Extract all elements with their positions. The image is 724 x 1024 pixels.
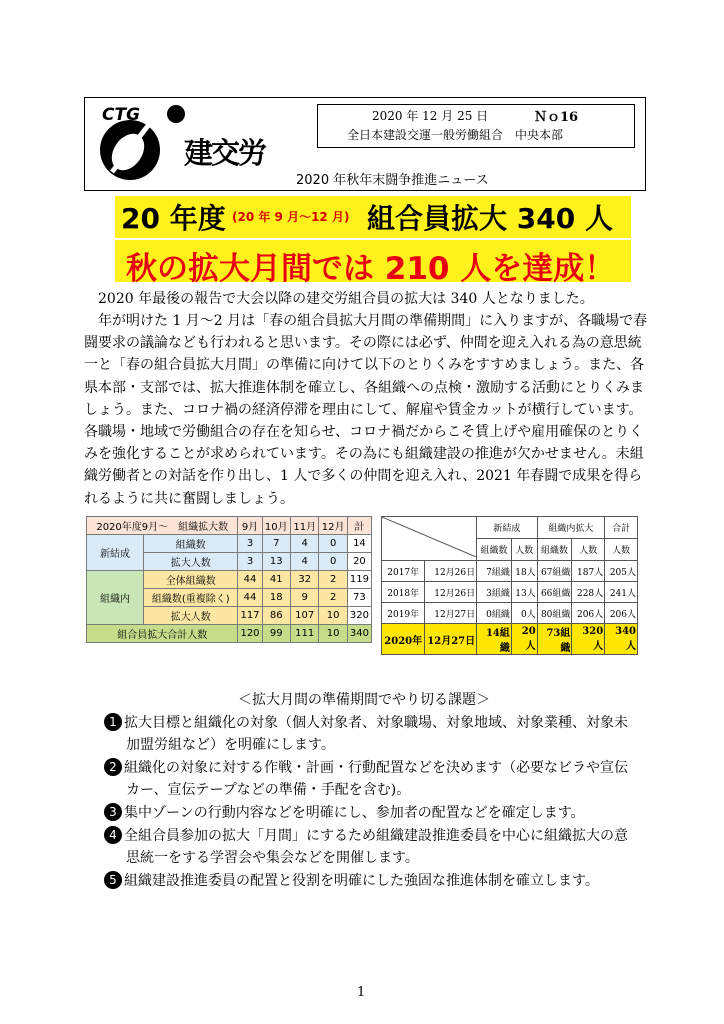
headline-period: (20 年 9 月～12 月) — [232, 210, 350, 224]
cell: 66組織 — [537, 582, 572, 603]
cell: 7 — [262, 535, 290, 553]
cell: 99 — [262, 625, 290, 643]
task-text: 全組合員参加の拡大「月間」にするため組織建設推進委員を中心に組織拡大の意 — [124, 828, 628, 844]
body-paragraph-1: 2020 年最後の報告で大会以降の建交労組合員の拡大は 340 人となりました。 — [98, 291, 594, 307]
expansion-table — [86, 516, 372, 643]
group-header: 組織内拡大 — [537, 517, 604, 539]
table-row — [87, 535, 372, 553]
tasks-heading: ＜拡大月間の準備期間でやり切る課題＞ — [238, 692, 490, 708]
table1-header-label: 2020年度9月～ 組織拡大数 — [87, 517, 238, 535]
cell: 67組織 — [537, 561, 572, 582]
table1-header-nov: 11月 — [290, 517, 318, 535]
row-label: 組織数(重複除く) — [144, 589, 238, 607]
cell: 12月27日 — [425, 603, 477, 624]
sub-header: 組織数 — [477, 539, 512, 561]
cell: 206人 — [605, 603, 638, 624]
cell: 2017年 — [382, 561, 425, 582]
cell: 80組織 — [537, 603, 572, 624]
diagonal-line — [382, 517, 476, 557]
number-circle-icon: 3 — [104, 803, 122, 821]
cell: 10 — [319, 625, 347, 643]
table1-header-oct: 10月 — [262, 517, 290, 535]
sub-header: 人数 — [511, 539, 537, 561]
headline-total: 組合員拡大 340 人 — [367, 202, 613, 235]
list-item — [104, 870, 599, 892]
cell: 119 — [347, 571, 371, 589]
cell: 187人 — [572, 561, 605, 582]
cell: 20 — [347, 553, 371, 571]
table-row — [382, 603, 638, 624]
headline-achievement: 秋の拡大月間では 210 人を達成！ — [126, 251, 616, 287]
group-header: 新結成 — [477, 517, 538, 539]
number-circle-icon: 1 — [104, 713, 122, 731]
cell: 14 — [347, 535, 371, 553]
cell: 73 — [347, 589, 371, 607]
number-circle-icon: 4 — [104, 826, 122, 844]
cell: 20人 — [511, 624, 537, 655]
cell: 10 — [319, 607, 347, 625]
cell: 12月27日 — [425, 624, 477, 655]
task-text: 拡大目標と組織化の対象（個人対象者、対象職場、対象地域、対象業種、対象未 — [124, 715, 628, 731]
cell: 32 — [290, 571, 318, 589]
table-row-highlight — [382, 624, 638, 655]
cell: 117 — [238, 607, 262, 625]
table1-header-sep: 9月 — [238, 517, 262, 535]
cell: 320 — [347, 607, 371, 625]
cell: 228人 — [572, 582, 605, 603]
task-text: 集中ゾーンの行動内容などを明確にし、参加者の配置などを確定します。 — [124, 805, 585, 821]
cell: 12月26日 — [425, 582, 477, 603]
cell: 2019年 — [382, 603, 425, 624]
task-text-continued: カー、宣伝テープなどの準備・手配を含む)。 — [126, 782, 411, 799]
table1-header-total: 計 — [347, 517, 371, 535]
list-item — [104, 802, 585, 824]
organization-name: 全日本建設交運一般労働組合 中央本部 — [347, 128, 564, 142]
logo-letters: CTG — [102, 105, 141, 125]
cell: 0 — [319, 535, 347, 553]
row-label: 拡大人数 — [144, 607, 238, 625]
sub-header: 人数 — [572, 539, 605, 561]
cell: 3 — [238, 553, 262, 571]
headline-year: 20 年度 — [121, 202, 226, 235]
page-number: 1 — [357, 985, 366, 1000]
cell: 111 — [290, 625, 318, 643]
cell: 13 — [262, 553, 290, 571]
cell: 206人 — [572, 603, 605, 624]
cell: 4 — [290, 535, 318, 553]
sub-header: 組織数 — [537, 539, 572, 561]
issue-number: Ｎｏ16 — [534, 110, 579, 125]
cell: 340人 — [605, 624, 638, 655]
row-label: 拡大人数 — [144, 553, 238, 571]
cell: 3 — [238, 535, 262, 553]
cell: 44 — [238, 589, 262, 607]
task-text-continued: 加盟労組など）を明確にします。 — [126, 737, 335, 754]
cell: 44 — [238, 571, 262, 589]
cell: 2 — [319, 571, 347, 589]
cell: 3組織 — [477, 582, 512, 603]
row-label: 組合員拡大合計人数 — [87, 625, 238, 643]
yearly-comparison-table — [381, 516, 638, 655]
sub-header: 人数 — [605, 539, 638, 561]
list-item — [104, 757, 628, 801]
task-text: 組織建設推進委員の配置と役割を明確にした強固な推進体制を確立します。 — [124, 873, 599, 889]
cell: 86 — [262, 607, 290, 625]
row-label: 全体組織数 — [144, 571, 238, 589]
cell: 7組織 — [477, 561, 512, 582]
org-short-name: 建交労 — [184, 136, 266, 170]
table-total-row — [87, 625, 372, 643]
cell: 41 — [262, 571, 290, 589]
cell: 107 — [290, 607, 318, 625]
cell: 120 — [238, 625, 262, 643]
corner-diagonal-cell — [382, 517, 477, 561]
table-row — [382, 582, 638, 603]
number-circle-icon: 5 — [104, 871, 122, 889]
table1-header-dec: 12月 — [319, 517, 347, 535]
cell: 0人 — [511, 603, 537, 624]
cell: 2018年 — [382, 582, 425, 603]
cell: 9 — [290, 589, 318, 607]
cell: 0 — [319, 553, 347, 571]
task-text-continued: 思統一をする学習会や集会などを開催します。 — [126, 850, 419, 867]
cell: 320人 — [572, 624, 605, 655]
cell: 0組織 — [477, 603, 512, 624]
cell: 18 — [262, 589, 290, 607]
cell: 2020年 — [382, 624, 425, 655]
cell: 241人 — [605, 582, 638, 603]
cell: 13人 — [511, 582, 537, 603]
cell: 73組織 — [537, 624, 572, 655]
list-item — [104, 825, 628, 869]
task-text: 組織化の対象に対する作戦・計画・行動配置などを決めます（必要なビラや宣伝 — [124, 760, 628, 776]
row-label: 組織数 — [144, 535, 238, 553]
newsletter-title: 2020 年秋年末闘争推進ニュース — [296, 173, 489, 188]
group-header: 合計 — [605, 517, 638, 539]
cell: 12月26日 — [425, 561, 477, 582]
cell: 205人 — [605, 561, 638, 582]
group-label: 組織内 — [87, 571, 144, 625]
cell: 14組織 — [477, 624, 512, 655]
table-row — [87, 571, 372, 589]
list-item — [104, 712, 628, 756]
cell: 340 — [347, 625, 371, 643]
cell: 4 — [290, 553, 318, 571]
table-row — [382, 561, 638, 582]
group-label: 新結成 — [87, 535, 144, 571]
cell: 2 — [319, 589, 347, 607]
number-circle-icon: 2 — [104, 758, 122, 776]
body-paragraph-2: 年が明けた 1 月～2 月は「春の組合員拡大月間の準備期間」に入りますが、各職場で春闘要求の議論なども行われると思います。その際には必ず、仲間を迎え入れる為の意思統一と「春の組合員拡大月間」の準備に向けて以下のとりくみをすすめましょう。また、各県本部・支部では、拡大推進体制を確立し、各組織への点検・激励する活動にとりくみましょう。また、コロナ禍の経済停滞を理由にして、解雇や賃金カットが横行しています。各職場・地域で労働組合の存在を知らせ、コロナ禍だからこそ賃上げや雇用確保のとりくみを強化することが求められています。その為にも組織建設の推進が欠かせません。未組織労働者との対話を作り出し、1 人で多くの仲間を迎え入れ、2021 年春闘で成果を得られるように共に奮闘しましょう。 — [84, 313, 648, 507]
issue-date: 2020 年 12 月 25 日 — [372, 109, 489, 123]
cell: 18人 — [511, 561, 537, 582]
